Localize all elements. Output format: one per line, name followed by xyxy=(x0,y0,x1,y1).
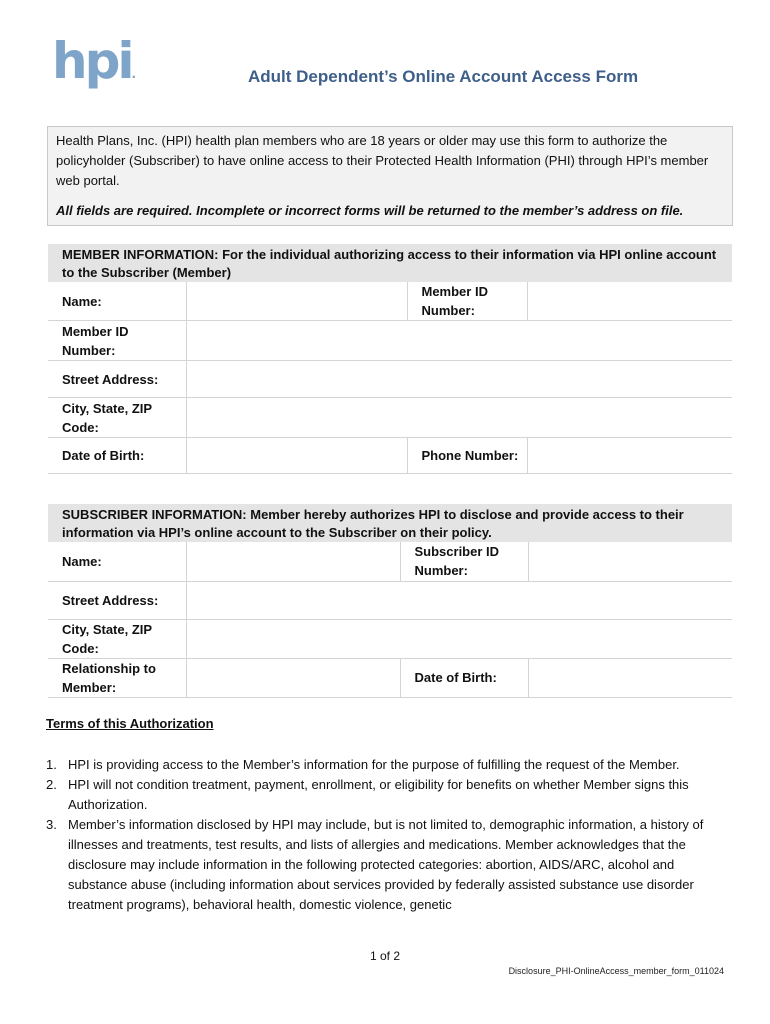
form-title: Adult Dependent’s Online Account Access Form xyxy=(248,67,639,86)
member-id-label: Member ID Number: xyxy=(407,282,527,321)
logo-dot: . xyxy=(131,67,137,81)
logo-text: hpi xyxy=(52,32,132,90)
subscriber-id-label: Subscriber ID Number: xyxy=(400,542,528,581)
terms-item-text: Member’s information disclosed by HPI may include, but is not limited to, demographic information, a history of illnesses and treatments, test results, and lists of allergies and medications. Member acknowledges that the disclosure may include information in the following protected categories: abortion, AIDS/ARC, alcohol and substance abuse (including information about services provided by federally assisted substance use disorder treatment programs), behavioral health, domestic violence, genetic xyxy=(68,817,704,912)
terms-item-text: HPI will not condition treatment, payment, enrollment, or eligibility for benefits on whether Member signs this Authorization. xyxy=(68,777,689,812)
subscriber-street-field[interactable] xyxy=(186,581,732,619)
member-info-table xyxy=(48,244,732,474)
member-id-field[interactable] xyxy=(527,282,732,321)
page-number: 1 of 2 xyxy=(369,949,401,963)
intro-box xyxy=(47,126,733,226)
terms-heading: Terms of this Authorization xyxy=(46,716,214,731)
subscriber-street-label: Street Address: xyxy=(48,581,186,619)
subscriber-id-field[interactable] xyxy=(528,542,732,581)
member-id-field-2[interactable] xyxy=(186,321,732,361)
document-code: Disclosure_PHI-OnlineAccess_member_form_011024 xyxy=(508,966,724,976)
terms-item xyxy=(46,755,726,775)
subscriber-relationship-field[interactable] xyxy=(186,658,400,697)
required-note: All fields are required. Incomplete or incorrect forms will be returned to the member’s address on file. xyxy=(56,203,684,218)
subscriber-name-field[interactable] xyxy=(186,542,400,581)
member-street-field[interactable] xyxy=(186,361,732,398)
member-id-label-2: Member ID Number: xyxy=(48,321,186,361)
subscriber-section-heading: SUBSCRIBER INFORMATION: Member hereby authorizes HPI to disclose and provide access to their information via HPI’s online account to the Subscriber on their policy. xyxy=(48,504,732,542)
subscriber-dob-field[interactable] xyxy=(528,658,732,697)
member-phone-field[interactable] xyxy=(527,438,732,474)
subscriber-name-label: Name: xyxy=(48,542,186,581)
member-city-label: City, State, ZIP Code: xyxy=(48,398,186,438)
member-phone-label: Phone Number: xyxy=(407,438,527,474)
terms-item-number: 3. xyxy=(46,817,57,832)
member-section-heading: MEMBER INFORMATION: For the individual authorizing access to their information via HPI online account to the Subscriber (Member) xyxy=(48,244,732,282)
member-dob-field[interactable] xyxy=(186,438,407,474)
subscriber-dob-label: Date of Birth: xyxy=(400,658,528,697)
terms-item xyxy=(46,775,726,815)
terms-item-number: 1. xyxy=(46,757,57,772)
member-name-label: Name: xyxy=(48,282,186,321)
intro-text: Health Plans, Inc. (HPI) health plan members who are 18 years or older may use this form to authorize the policyholder (Subscriber) to have online access to their Protected Health Information (PHI) through HPI’s member web portal. xyxy=(56,133,709,188)
terms-item-number: 2. xyxy=(46,777,57,792)
member-dob-label: Date of Birth: xyxy=(48,438,186,474)
terms-list xyxy=(46,755,726,915)
subscriber-city-field[interactable] xyxy=(186,619,732,658)
terms-item-text: HPI is providing access to the Member’s information for the purpose of fulfilling the request of the Member. xyxy=(68,757,680,772)
subscriber-city-label: City, State, ZIP Code: xyxy=(48,619,186,658)
subscriber-relationship-label: Relationship to Member: xyxy=(48,658,186,697)
member-name-field[interactable] xyxy=(186,282,407,321)
hpi-logo xyxy=(52,32,137,90)
member-street-label: Street Address: xyxy=(48,361,186,398)
terms-item xyxy=(46,815,726,915)
member-city-field[interactable] xyxy=(186,398,732,438)
subscriber-info-table xyxy=(48,504,732,698)
